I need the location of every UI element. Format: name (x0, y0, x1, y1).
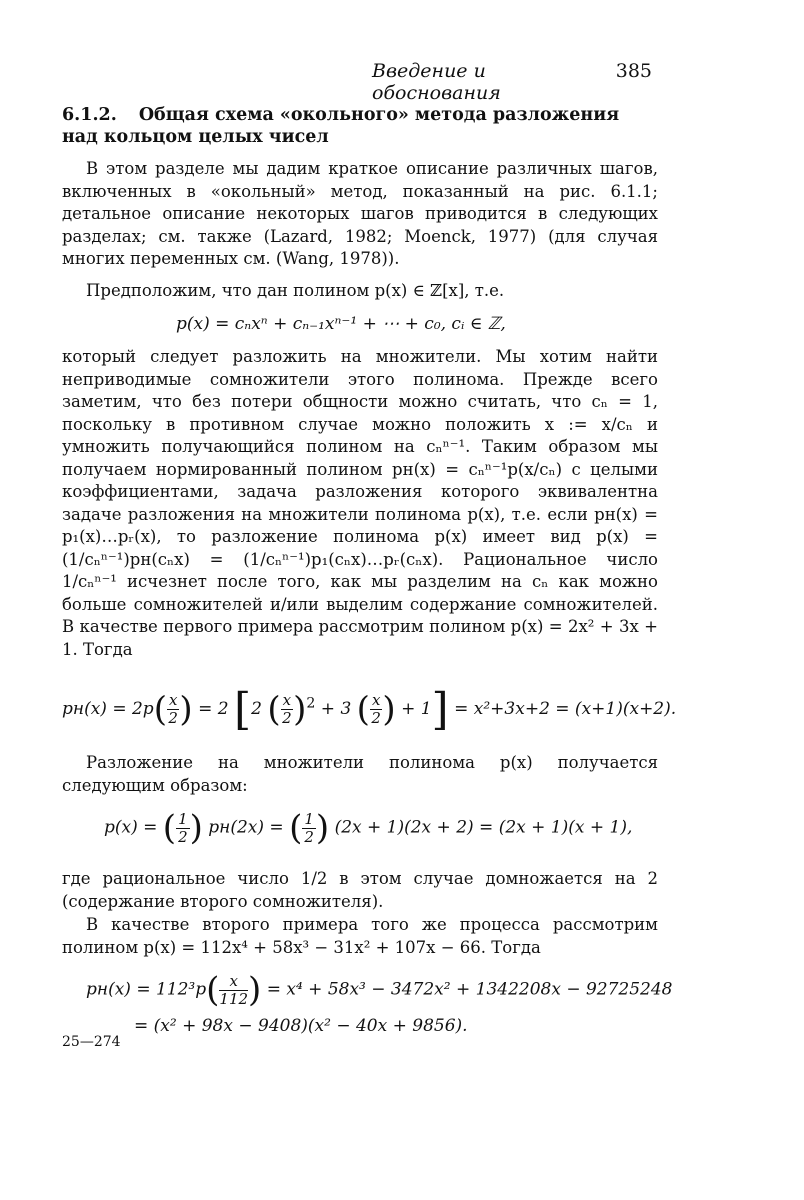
section-number: 6.1.2. (62, 105, 117, 125)
equation-polynomial: p(x) = cₙxⁿ + cₙ₋₁xⁿ⁻¹ + ⋯ + c₀, cᵢ ∈ ℤ, (176, 314, 506, 334)
paragraph-rational-number: где рациональное число 1/2 в этом случае домножается на 2 (содержание второго сомножителя). (62, 869, 658, 911)
running-title: Введение и обоснования (372, 60, 501, 104)
paragraph-second-example: В качестве второго примера того же процесса рассмотрим полином p(x) = 112x⁴ + 58x³ − 31x² + 107x − 66. Тогда (62, 915, 658, 957)
eq2-lhs: pн(x) = 2p (62, 699, 154, 719)
page-number: 385 (615, 60, 652, 82)
paragraph-intro: В этом разделе мы дадим краткое описание различных шагов, включенных в «окольный» метод, показанный на рис. 6.1.1; детальное описание некоторых шагов приводится в следующих разделах; см. также (Lazard, 1982; Moenck, 1977) (для случая многих переменных см. (Wang, 1978)). (62, 159, 658, 268)
equation-normalized-example-2: pн(x) = 112³p( $\frac{x}{112}$ ) = x⁴ + 58x³ − 3472x² + 1342208x − 92725248 (86, 970, 673, 1010)
fraction-x-over-112: $\frac{x}{112}$ (219, 971, 249, 1008)
section-title: Общая схема «окольного» метода разложения над кольцом целых чисел (62, 105, 620, 147)
paragraph-factorization-result: Разложение на множители полинома p(x) получается следующим образом: (62, 753, 658, 795)
section-heading (62, 104, 658, 148)
equation-normalized-example-1: pн(x) = 2p( $\frac{x}{2}$ ) = 2 [2 ( $\frac{x}{2}$ )$^2$ + 3 ( $\frac{x}{2}$ ) + 1] = x²+3x+2 = (x+1)(x+2). (62, 684, 677, 735)
fraction-one-half: $\frac{1}{2}$ (178, 809, 188, 846)
fraction-x-over-2: $\frac{x}{2}$ (168, 691, 178, 727)
running-head (372, 60, 652, 104)
printer-signature: 25—274 (62, 1034, 121, 1050)
paragraph-assume: Предположим, что дан полином p(x) ∈ ℤ[x], т.е. (86, 281, 505, 300)
paragraph-factorization: который следует разложить на множители. Мы хотим найти неприводимые сомножители этого полинома. Прежде всего заметим, что без потери общности можно считать, что cₙ = 1, поскольку в противном случае можно положить x := x/cₙ и умножить получающийся полином на cₙⁿ⁻¹. Таким образом мы получаем нормированный полином pн(x) = cₙⁿ⁻¹p(x/cₙ) с целыми коэффициентами, задача разложения которого эквивалентна задаче разложения на множители полинома p(x), т.е. если pн(x) = p₁(x)…pᵣ(x), то разложение полинома p(x) имеет вид p(x) = (1/cₙⁿ⁻¹)pн(cₙx) = (1/cₙⁿ⁻¹)p₁(cₙx)…pᵣ(cₙx). Рациональное число 1/cₙⁿ⁻¹ исчезнет после того, как мы разделим на cₙ как можно больше сомножителей и/или выделим содержание сомножителей. В качестве первого примера рассмотрим полином p(x) = 2x² + 3x + 1. Тогда (62, 347, 658, 659)
equation-factorization-example-2: = (x² + 98x − 9408)(x² − 40x + 9856). (134, 1016, 468, 1036)
equation-factorization-example-1: p(x) = ( $\frac{1}{2}$ ) pн(2x) = ( $\frac{1}{2}$ ) (2x + 1)(2x + 2) = (2x + 1)(x + 1), (104, 808, 633, 848)
